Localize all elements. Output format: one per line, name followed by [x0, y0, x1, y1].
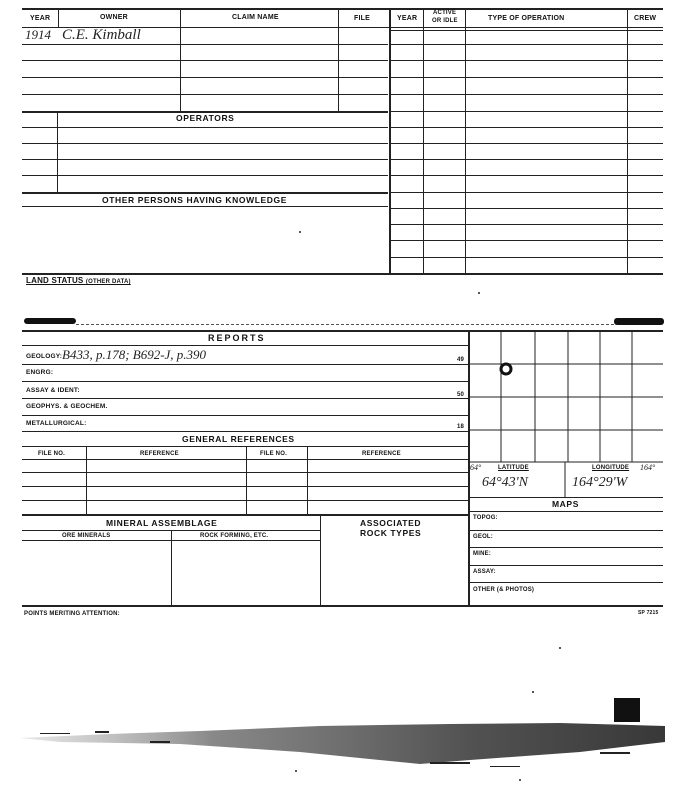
topog-label: TOPOG:	[473, 515, 498, 521]
type-of-operation-header: TYPE OF OPERATION	[488, 15, 565, 22]
geology-value: B433, p.178; B692-J, p.390	[62, 347, 207, 362]
file-no-header: FILE NO.	[260, 451, 287, 457]
reports-title: REPORTS	[208, 333, 266, 343]
owner-header: OWNER	[100, 14, 128, 21]
associated-label: ASSOCIATED	[360, 518, 422, 528]
longitude-suffix: 164°	[640, 463, 656, 472]
year-header-right: YEAR	[397, 15, 418, 22]
reference-header: REFERENCE	[362, 451, 401, 457]
mine-label: MINE:	[473, 551, 491, 557]
form-number: SP 7215	[638, 610, 659, 616]
margin-number: 18	[457, 424, 465, 430]
file-no-header: FILE NO.	[38, 451, 65, 457]
margin-number: 50	[457, 392, 465, 398]
owner-entry: C.E. Kimball	[62, 27, 141, 43]
points-meriting-label: POINTS MERITING ATTENTION:	[24, 611, 120, 617]
or-idle-header: OR IDLE	[432, 18, 458, 24]
operators-label: OPERATORS	[176, 113, 235, 123]
mineral-assemblage-title: MINERAL ASSEMBLAGE	[106, 518, 218, 528]
reference-header: REFERENCE	[140, 451, 179, 457]
latitude-label: LATITUDE	[498, 465, 529, 471]
assay-map-label: ASSAY:	[473, 569, 496, 575]
active-header: ACTIVE	[433, 10, 457, 16]
land-status-note: (OTHER DATA)	[85, 279, 131, 285]
maps-title: MAPS	[552, 499, 579, 509]
longitude-value: 164°29'W	[572, 475, 628, 490]
geology-label: GEOLOGY:	[26, 353, 63, 360]
file-header: FILE	[354, 15, 370, 22]
year-header: YEAR	[30, 15, 51, 22]
metallurgical-label: METALLURGICAL:	[26, 420, 87, 427]
latitude-prefix: 64°	[470, 463, 482, 472]
engrg-label: ENGRG:	[26, 369, 54, 376]
other-photos-label: OTHER (& PHOTOS)	[473, 587, 535, 593]
latitude-value: 64°43'N	[482, 475, 528, 490]
rock-forming-header: ROCK FORMING, ETC.	[200, 533, 269, 539]
geol-label: GEOL:	[473, 534, 493, 540]
land-status-label: LAND STATUS (OTHER DATA)	[26, 276, 131, 285]
other-persons-label: OTHER PERSONS HAVING KNOWLEDGE	[102, 195, 288, 205]
year-entry: 1914	[25, 27, 51, 42]
assay-label: ASSAY & IDENT:	[26, 387, 80, 394]
crew-header: CREW	[634, 15, 657, 22]
ore-minerals-header: ORE MINERALS	[62, 533, 111, 539]
claim-name-header: CLAIM NAME	[232, 14, 279, 21]
geophys-label: GEOPHYS. & GEOCHEM.	[26, 403, 108, 410]
margin-number: 49	[457, 357, 465, 363]
rock-types-label: ROCK TYPES	[360, 528, 422, 538]
general-references-title: GENERAL REFERENCES	[182, 434, 295, 444]
longitude-label: LONGITUDE	[592, 465, 630, 471]
